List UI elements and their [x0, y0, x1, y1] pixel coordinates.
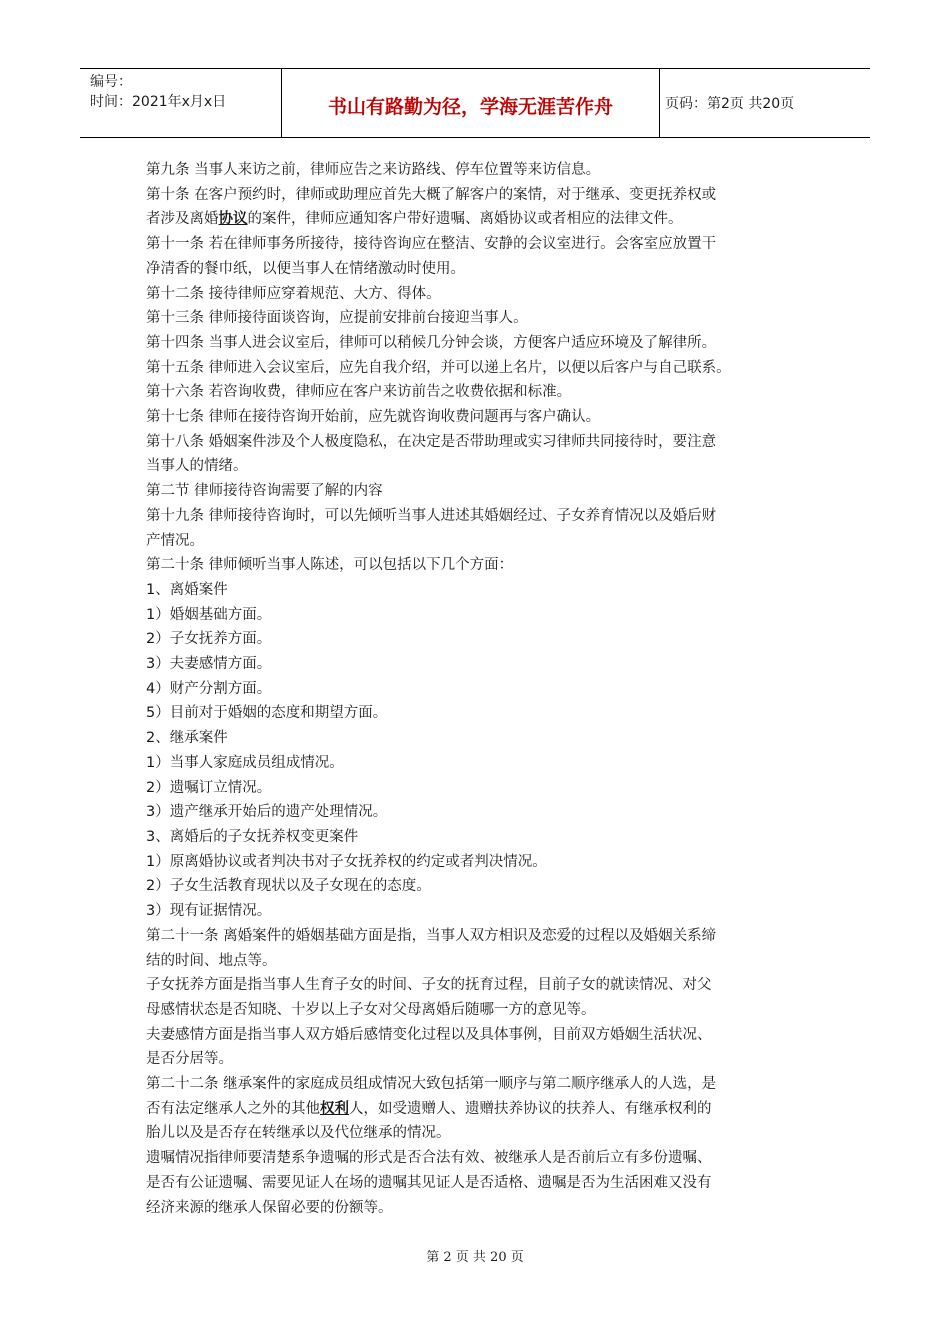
body-line: 是否分居等。 [146, 1051, 233, 1068]
body-line: 产情况。 [146, 532, 204, 549]
body-line: 胎儿以及是否存在转继承以及代位继承的情况。 [146, 1125, 451, 1142]
body-line: 第二节 律师接待咨询需要了解的内容 [146, 483, 383, 500]
header-motto-cell [282, 69, 660, 137]
header-page-cell [660, 69, 870, 137]
hyperlink-term[interactable]: 协议 [218, 211, 248, 228]
body-line: 2）子女抚养方面。 [146, 631, 272, 648]
body-line: 5）目前对于婚姻的态度和期望方面。 [146, 705, 388, 722]
document-code-label: 编号： [90, 74, 132, 90]
header-page-number: 页码：第2页 共20页 [665, 96, 795, 112]
body-line: 3）现有证据情况。 [146, 903, 272, 920]
body-line: 1）婚姻基础方面。 [146, 606, 272, 623]
body-line: 第二十二条 继承案件的家庭成员组成情况大致包括第一顺序与第二顺序继承人的人选，是 [146, 1076, 717, 1093]
document-time-label: 时间：2021年x月x日 [90, 94, 227, 110]
body-line: 第十七条 律师在接待咨询开始前，应先就咨询收费问题再与客户确认。 [146, 409, 601, 426]
body-line: 当事人的情绪。 [146, 458, 248, 475]
body-line: 净清香的餐巾纸，以便当事人在情绪激动时使用。 [146, 260, 465, 277]
body-line: 1）当事人家庭成员组成情况。 [146, 754, 344, 771]
line-text: 的案件，律师应通知客户带好遗嘱、离婚协议或者相应的法律文件。 [247, 211, 683, 228]
document-body [146, 158, 826, 1220]
page-header [80, 68, 870, 138]
body-line: 第十九条 律师接待咨询时，可以先倾听当事人进述其婚姻经过、子女养育情况以及婚后财 [146, 507, 717, 524]
body-line: 1、离婚案件 [146, 581, 228, 598]
body-line: 母感情状态是否知晓、十岁以上子女对父母离婚后随哪一方的意见等。 [146, 1001, 596, 1018]
body-line: 经济来源的继承人保留必要的份额等。 [146, 1199, 393, 1216]
body-line: 结的时间、地点等。 [146, 952, 277, 969]
body-line: 2）子女生活教育现状以及子女现在的态度。 [146, 878, 431, 895]
body-line: 3）遗产继承开始后的遗产处理情况。 [146, 804, 388, 821]
body-line: 第十五条 律师进入会议室后，应先自我介绍，并可以递上名片，以便以后客户与自己联系。 [146, 359, 731, 376]
body-line: 夫妻感情方面是指当事人双方婚后感情变化过程以及具体事例，目前双方婚姻生活状况、 [146, 1026, 712, 1043]
body-line [146, 1097, 826, 1122]
hyperlink-term[interactable]: 权利 [320, 1100, 349, 1117]
line-text: 者涉及离婚 [146, 211, 219, 228]
body-line [146, 207, 826, 232]
body-line: 第二十一条 离婚案件的婚姻基础方面是指，当事人双方相识及恋爱的过程以及婚姻关系缔 [146, 927, 717, 944]
body-line: 第二十条 律师倾听当事人陈述，可以包括以下几个方面： [146, 557, 514, 574]
body-line: 第十六条 若咨询收费，律师应在客户来访前告之收费依据和标准。 [146, 384, 572, 401]
body-line: 3）夫妻感情方面。 [146, 656, 272, 673]
body-line: 第十二条 接待律师应穿着规范、大方、得体。 [146, 285, 441, 302]
body-line: 第九条 当事人来访之前，律师应告之来访路线、停车位置等来访信息。 [146, 162, 601, 178]
line-text: 人，如受遗赠人、遗赠扶养协议的扶养人、有继承权利的 [349, 1100, 712, 1117]
body-line: 2）遗嘱订立情况。 [146, 779, 272, 796]
body-line: 子女抚养方面是指当事人生育子女的时间、子女的抚育过程，目前子女的就读情况、对父 [146, 977, 712, 994]
body-line: 第十条 在客户预约时，律师或助理应首先大概了解客户的案情，对于继承、变更抚养权或 [146, 186, 717, 203]
body-line: 第十八条 婚姻案件涉及个人极度隐私，在决定是否带助理或实习律师共同接待时，要注意 [146, 433, 717, 450]
body-line: 第十一条 若在律师事务所接待，接待咨询应在整洁、安静的会议室进行。会客室应放置干 [146, 236, 717, 253]
body-line: 是否有公证遗嘱、需要见证人在场的遗嘱其见证人是否适格、遗嘱是否为生活困难又没有 [146, 1174, 712, 1191]
body-line: 遗嘱情况指律师要清楚系争遗嘱的形式是否合法有效、被继承人是否前后立有多份遗嘱、 [146, 1150, 712, 1167]
line-text: 否有法定继承人之外的其他 [146, 1100, 320, 1117]
body-line: 2、继承案件 [146, 730, 228, 747]
body-line: 4）财产分割方面。 [146, 680, 272, 697]
body-line: 第十三条 律师接待面谈咨询，应提前安排前台接迎当事人。 [146, 310, 528, 327]
header-motto: 书山有路勤为径，学海无涯苦作舟 [327, 96, 613, 118]
body-line: 3、离婚后的子女抚养权变更案件 [146, 828, 359, 845]
body-line: 第十四条 当事人进会议室后，律师可以稍候几分钟会谈，方便客户适应环境及了解律所。 [146, 334, 717, 351]
header-left-cell [80, 69, 282, 137]
page-footer: 第 2 页 共 20 页 [426, 1250, 524, 1265]
body-line: 1）原离婚协议或者判决书对子女抚养权的约定或者判决情况。 [146, 853, 547, 870]
